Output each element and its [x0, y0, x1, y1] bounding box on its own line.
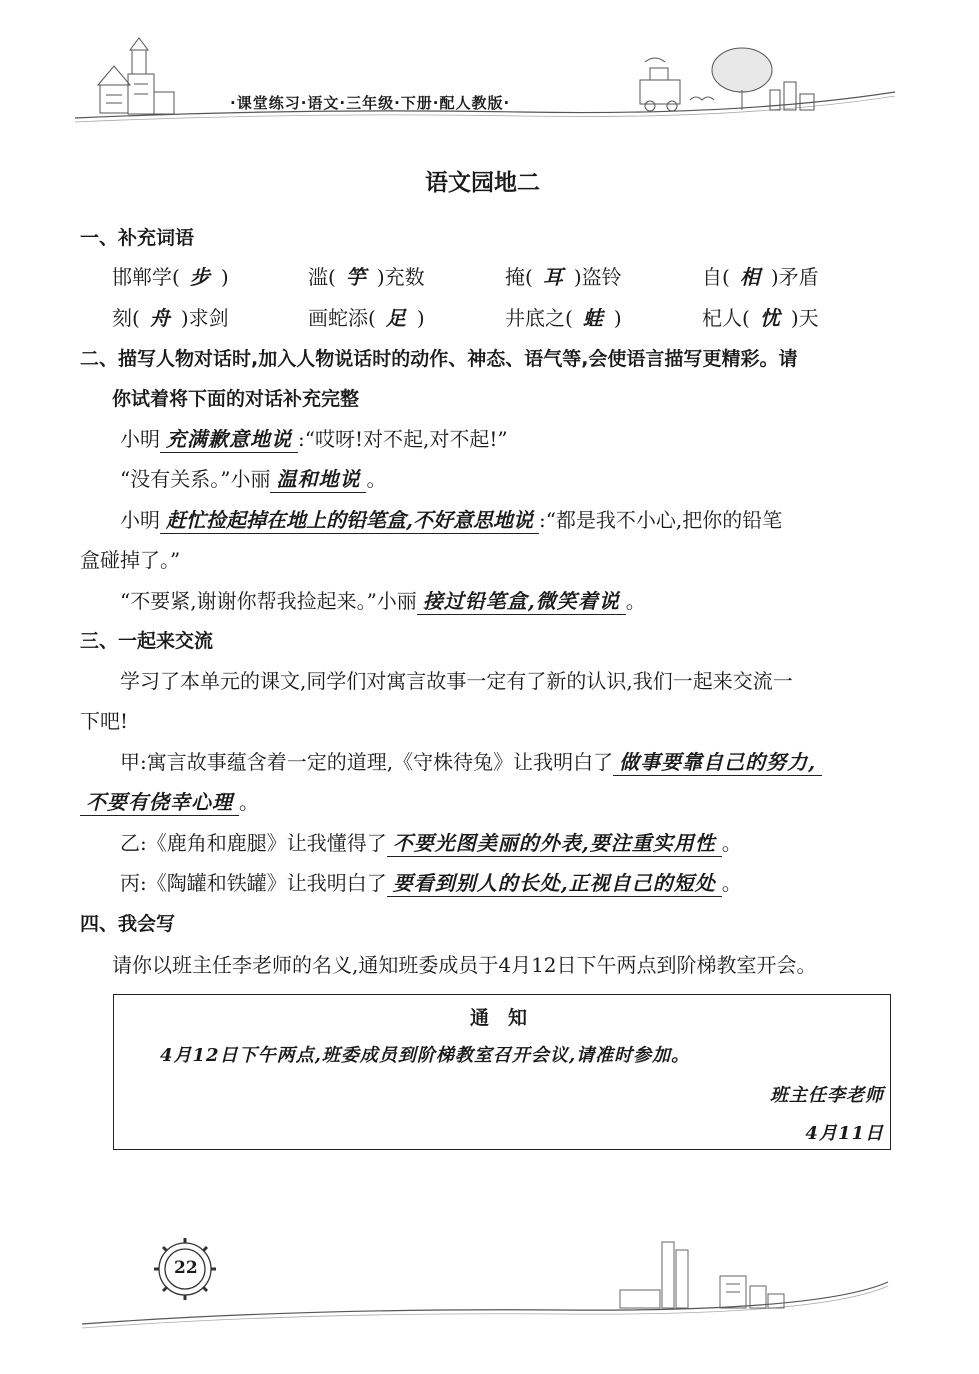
series-banner: ·课堂练习·语文·三年级·下册·配人教版· [230, 94, 511, 112]
notice-date: 4月11日 [805, 1123, 884, 1144]
section-4-heading: 四、我会写 [80, 913, 176, 935]
reply-yi: 乙:《鹿角和鹿腿》让我懂得了 不要光图美丽的外表,要注重实用性 。 [120, 831, 742, 855]
section-2-heading-cont: 你试着将下面的对话补充完整 [112, 388, 360, 410]
dialogue-line-1: 小明 充满歉意地说 :“哎呀!对不起,对不起!” [120, 427, 508, 451]
section-2-heading: 二、描写人物对话时,加入人物说话时的动作、神态、语气等,会使语言描写更精彩。请 [80, 348, 798, 370]
answer-blank: 接过铅笔盒,微笑着说 [417, 588, 626, 615]
answer-text: 蛙 [582, 306, 604, 330]
reply-bing: 丙:《陶罐和铁罐》让我明白了 要看到别人的长处,正视自己的短处 。 [120, 871, 742, 895]
answer-text: 耳 [542, 265, 564, 289]
idiom-item: 自( 相 )矛盾 [702, 265, 819, 289]
idiom-item: 滥( 竽 )充数 [308, 265, 425, 289]
houses-illustration [98, 38, 174, 114]
notice-body: 4月12日下午两点,班委成员到阶梯教室召开会议,请准时参加。 [160, 1045, 691, 1066]
header-decoration [0, 0, 979, 140]
section-3-intro: 学习了本单元的课文,同学们对寓言故事一定有了新的认识,我们一起来交流一 [120, 669, 793, 693]
section-4-prompt: 请你以班主任李老师的名义,通知班委成员于4月12日下午两点到阶梯教室开会。 [112, 953, 817, 977]
section-1-heading: 一、补充词语 [80, 227, 195, 249]
answer-blank: 充满歉意地说 [160, 426, 298, 453]
idiom-item: 井底之( 蛙 ) [505, 306, 622, 330]
answer-text: 相 [739, 265, 761, 289]
answer-text: 竽 [345, 265, 367, 289]
reply-jia: 甲:寓言故事蕴含着一定的道理,《守株待兔》让我明白了 做事要靠自己的努力, [120, 747, 822, 777]
answer-text: 忧 [759, 306, 781, 330]
dialogue-line-3: 小明 赶忙捡起掉在地上的铅笔盒,不好意思地说 :“都是我不小心,把你的铅笔 [120, 508, 783, 532]
idiom-item: 杞人( 忧 )天 [702, 306, 819, 330]
dialogue-line-2: “没有关系。”小丽 温和地说 。 [120, 467, 387, 491]
dialogue-line-3-cont: 盒碰掉了。” [80, 548, 181, 572]
answer-text: 足 [385, 306, 407, 330]
answer-text: 舟 [149, 306, 171, 330]
page-number: 22 [174, 1258, 198, 1278]
reply-jia-cont: 不要有侥幸心理 。 [80, 787, 259, 817]
truck-tree-illustration [640, 48, 814, 111]
answer-text: 步 [189, 265, 211, 289]
notice-title: 通 知 [470, 1007, 528, 1029]
page-title: 语文园地二 [425, 170, 540, 196]
section-3-heading: 三、一起来交流 [80, 630, 214, 652]
answer-blank: 温和地说 [270, 466, 366, 493]
idiom-item: 邯郸学( 步 ) [112, 265, 229, 289]
answer-blank: 不要有侥幸心理 [80, 789, 239, 816]
section-3-intro-cont: 下吧! [80, 709, 129, 733]
answer-blank: 赶忙捡起掉在地上的铅笔盒,不好意思地说 [160, 507, 539, 534]
answer-blank: 要看到别人的长处,正视自己的短处 [387, 870, 722, 897]
answer-blank: 不要光图美丽的外表,要注重实用性 [387, 830, 722, 857]
footer-decoration [0, 1220, 979, 1340]
notice-box [113, 994, 891, 1150]
idiom-item: 掩( 耳 )盗铃 [505, 265, 622, 289]
dialogue-line-4: “不要紧,谢谢你帮我捡起来。”小丽 接过铅笔盒,微笑着说 。 [120, 589, 646, 613]
idiom-item: 刻( 舟 )求剑 [112, 306, 229, 330]
city-buildings-illustration [620, 1242, 784, 1308]
idiom-item: 画蛇添( 足 ) [308, 306, 425, 330]
notice-signature: 班主任李老师 [770, 1085, 884, 1106]
answer-blank: 做事要靠自己的努力, [613, 749, 822, 776]
